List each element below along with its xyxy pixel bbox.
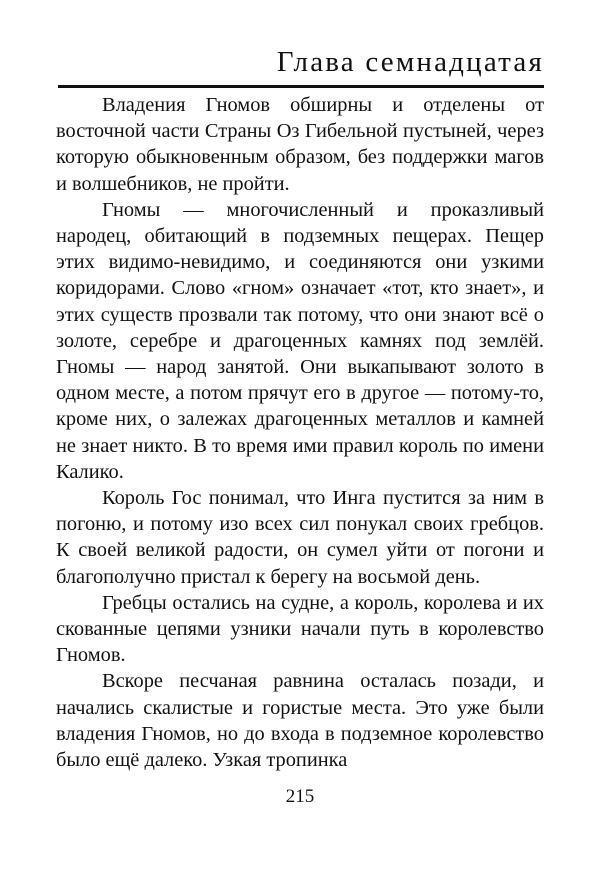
body-text <box>56 92 544 773</box>
paragraph: Гребцы остались на судне, а король, королева и их скованные цепями узники начали путь в королевство Гномов. <box>56 591 544 667</box>
page-number: 215 <box>285 786 315 807</box>
paragraph: Король Гос понимал, что Инга пустится за ним в погоню, и потому изо всех сил понукал своих гребцов. К своей великой радости, он сумел уйти от погони и благополучно пристал к берегу на восьмой день. <box>56 487 544 588</box>
header-rule <box>58 85 544 88</box>
paragraph: Вскоре песчаная равнина осталась позади, и начались скалистые и гористые места. Это уже были владения Гномов, но до входа в подземное королевство было ещё далеко. Узкая тропинка <box>56 670 544 772</box>
chapter-title: Глава семнадцатая <box>276 46 544 78</box>
paragraph: Гномы — многочисленный и проказливый народец, обитающий в подземных пещерах. Пещер этих видимо-невидимо, и соединяются они узкими коридорами. Слово «гном» означает «тот, кто знает», и этих существ прозвали так потому, что они знают всё о золоте, серебре и драгоценных камнях под землёй. Гномы — народ занятой. Они выкапывают золото в одном месте, а потом прячут его в другое — потому-то, кроме них, о залежах драгоценных металлов и камней не знает никто. В то время ими правил король по имени Калико. <box>56 198 544 483</box>
paragraph: Владения Гномов обширны и отделены от восточной части Страны Оз Гибельной пустыней, через которую обыкновенным образом, без поддержки магов и волшебников, не пройти. <box>56 94 544 195</box>
chapter-header <box>58 40 544 88</box>
